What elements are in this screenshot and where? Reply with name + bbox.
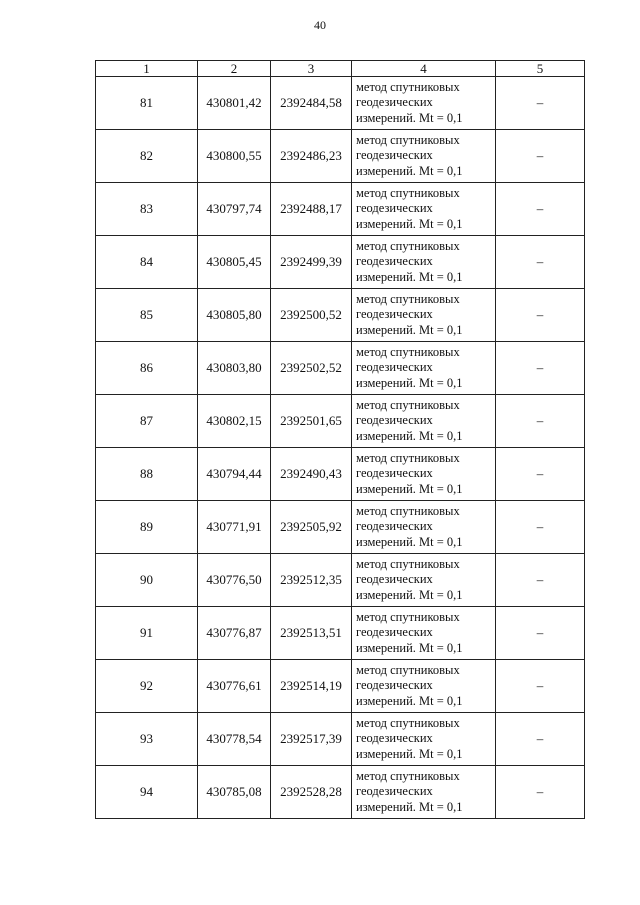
- table-row: [96, 77, 585, 130]
- x-coordinate-cell: 430776,61: [198, 660, 271, 713]
- point-number-cell: 83: [96, 183, 198, 236]
- y-coordinate-cell: 2392500,52: [271, 289, 352, 342]
- header-row: [96, 61, 585, 77]
- column-5-cell: –: [496, 501, 585, 554]
- method-cell: [352, 236, 496, 289]
- column-5-cell: –: [496, 766, 585, 819]
- method-cell: [352, 713, 496, 766]
- x-coordinate-cell: 430776,87: [198, 607, 271, 660]
- method-text-line: метод спутниковых: [356, 662, 460, 677]
- column-5-cell: –: [496, 77, 585, 130]
- point-number-cell: 94: [96, 766, 198, 819]
- x-coordinate-cell: 430805,45: [198, 236, 271, 289]
- x-coordinate-cell: 430797,74: [198, 183, 271, 236]
- method-cell: [352, 448, 496, 501]
- method-text-line: измерений. Mt = 0,1: [356, 163, 463, 178]
- table-header: [96, 61, 585, 77]
- x-coordinate-cell: 430776,50: [198, 554, 271, 607]
- method-cell: [352, 289, 496, 342]
- table-row: [96, 342, 585, 395]
- column-5-cell: –: [496, 289, 585, 342]
- x-coordinate-cell: 430794,44: [198, 448, 271, 501]
- method-text-line: метод спутниковых: [356, 344, 460, 359]
- y-coordinate-cell: 2392513,51: [271, 607, 352, 660]
- y-coordinate-cell: 2392490,43: [271, 448, 352, 501]
- method-text-line: геодезических: [356, 784, 433, 799]
- method-cell: [352, 183, 496, 236]
- y-coordinate-cell: 2392505,92: [271, 501, 352, 554]
- method-text-line: геодезических: [356, 572, 433, 587]
- header-cell-4: 4: [352, 61, 496, 77]
- column-5-cell: –: [496, 607, 585, 660]
- y-coordinate-cell: 2392501,65: [271, 395, 352, 448]
- method-text-line: измерений. Mt = 0,1: [356, 428, 463, 443]
- point-number-cell: 90: [96, 554, 198, 607]
- column-5-cell: –: [496, 342, 585, 395]
- y-coordinate-cell: 2392499,39: [271, 236, 352, 289]
- method-text-line: метод спутниковых: [356, 768, 460, 783]
- point-number-cell: 88: [96, 448, 198, 501]
- x-coordinate-cell: 430803,80: [198, 342, 271, 395]
- method-text-line: метод спутниковых: [356, 503, 460, 518]
- point-number-cell: 92: [96, 660, 198, 713]
- method-text-line: геодезических: [356, 148, 433, 163]
- method-text-line: измерений. Mt = 0,1: [356, 269, 463, 284]
- x-coordinate-cell: 430785,08: [198, 766, 271, 819]
- method-text-line: метод спутниковых: [356, 609, 460, 624]
- method-text-line: измерений. Mt = 0,1: [356, 216, 463, 231]
- method-text-line: метод спутниковых: [356, 132, 460, 147]
- method-text-line: метод спутниковых: [356, 450, 460, 465]
- method-cell: [352, 501, 496, 554]
- method-text-line: геодезических: [356, 731, 433, 746]
- table-row: [96, 660, 585, 713]
- method-cell: [352, 607, 496, 660]
- column-5-cell: –: [496, 448, 585, 501]
- x-coordinate-cell: 430805,80: [198, 289, 271, 342]
- column-5-cell: –: [496, 395, 585, 448]
- column-5-cell: –: [496, 713, 585, 766]
- method-text-line: метод спутниковых: [356, 291, 460, 306]
- table-row: [96, 501, 585, 554]
- table-row: [96, 236, 585, 289]
- method-text-line: геодезических: [356, 201, 433, 216]
- method-text-line: метод спутниковых: [356, 556, 460, 571]
- method-cell: [352, 395, 496, 448]
- point-number-cell: 89: [96, 501, 198, 554]
- method-text-line: измерений. Mt = 0,1: [356, 640, 463, 655]
- table-row: [96, 289, 585, 342]
- y-coordinate-cell: 2392514,19: [271, 660, 352, 713]
- table-row: [96, 607, 585, 660]
- column-5-cell: –: [496, 130, 585, 183]
- table-row: [96, 395, 585, 448]
- method-text-line: измерений. Mt = 0,1: [356, 799, 463, 814]
- method-text-line: измерений. Mt = 0,1: [356, 322, 463, 337]
- method-text-line: измерений. Mt = 0,1: [356, 746, 463, 761]
- method-text-line: геодезических: [356, 678, 433, 693]
- method-text-line: геодезических: [356, 625, 433, 640]
- header-cell-1: 1: [96, 61, 198, 77]
- point-number-cell: 91: [96, 607, 198, 660]
- point-number-cell: 82: [96, 130, 198, 183]
- method-cell: [352, 660, 496, 713]
- method-cell: [352, 342, 496, 395]
- y-coordinate-cell: 2392502,52: [271, 342, 352, 395]
- method-text-line: измерений. Mt = 0,1: [356, 110, 463, 125]
- point-number-cell: 87: [96, 395, 198, 448]
- method-text-line: геодезических: [356, 360, 433, 375]
- table-row: [96, 766, 585, 819]
- x-coordinate-cell: 430771,91: [198, 501, 271, 554]
- table-row: [96, 713, 585, 766]
- method-text-line: измерений. Mt = 0,1: [356, 375, 463, 390]
- method-text-line: геодезических: [356, 95, 433, 110]
- method-text-line: метод спутниковых: [356, 238, 460, 253]
- method-cell: [352, 554, 496, 607]
- x-coordinate-cell: 430802,15: [198, 395, 271, 448]
- point-number-cell: 85: [96, 289, 198, 342]
- method-cell: [352, 766, 496, 819]
- coordinates-table: [95, 60, 585, 819]
- method-text-line: измерений. Mt = 0,1: [356, 693, 463, 708]
- column-5-cell: –: [496, 236, 585, 289]
- y-coordinate-cell: 2392486,23: [271, 130, 352, 183]
- table-body: [96, 77, 585, 819]
- point-number-cell: 81: [96, 77, 198, 130]
- table-row: [96, 130, 585, 183]
- y-coordinate-cell: 2392512,35: [271, 554, 352, 607]
- method-text-line: геодезических: [356, 519, 433, 534]
- y-coordinate-cell: 2392488,17: [271, 183, 352, 236]
- column-5-cell: –: [496, 554, 585, 607]
- method-text-line: метод спутниковых: [356, 397, 460, 412]
- y-coordinate-cell: 2392528,28: [271, 766, 352, 819]
- method-text-line: геодезических: [356, 413, 433, 428]
- method-text-line: измерений. Mt = 0,1: [356, 481, 463, 496]
- table-row: [96, 183, 585, 236]
- point-number-cell: 93: [96, 713, 198, 766]
- table-row: [96, 448, 585, 501]
- method-cell: [352, 130, 496, 183]
- header-cell-3: 3: [271, 61, 352, 77]
- x-coordinate-cell: 430778,54: [198, 713, 271, 766]
- header-cell-2: 2: [198, 61, 271, 77]
- point-number-cell: 86: [96, 342, 198, 395]
- method-text-line: геодезических: [356, 307, 433, 322]
- column-5-cell: –: [496, 660, 585, 713]
- column-5-cell: –: [496, 183, 585, 236]
- method-text-line: геодезических: [356, 466, 433, 481]
- method-text-line: метод спутниковых: [356, 715, 460, 730]
- table-row: [96, 554, 585, 607]
- method-text-line: геодезических: [356, 254, 433, 269]
- method-text-line: измерений. Mt = 0,1: [356, 534, 463, 549]
- y-coordinate-cell: 2392517,39: [271, 713, 352, 766]
- page-number: 40: [314, 18, 326, 32]
- header-cell-5: 5: [496, 61, 585, 77]
- method-text-line: измерений. Mt = 0,1: [356, 587, 463, 602]
- x-coordinate-cell: 430801,42: [198, 77, 271, 130]
- point-number-cell: 84: [96, 236, 198, 289]
- y-coordinate-cell: 2392484,58: [271, 77, 352, 130]
- x-coordinate-cell: 430800,55: [198, 130, 271, 183]
- method-text-line: метод спутниковых: [356, 79, 460, 94]
- method-cell: [352, 77, 496, 130]
- method-text-line: метод спутниковых: [356, 185, 460, 200]
